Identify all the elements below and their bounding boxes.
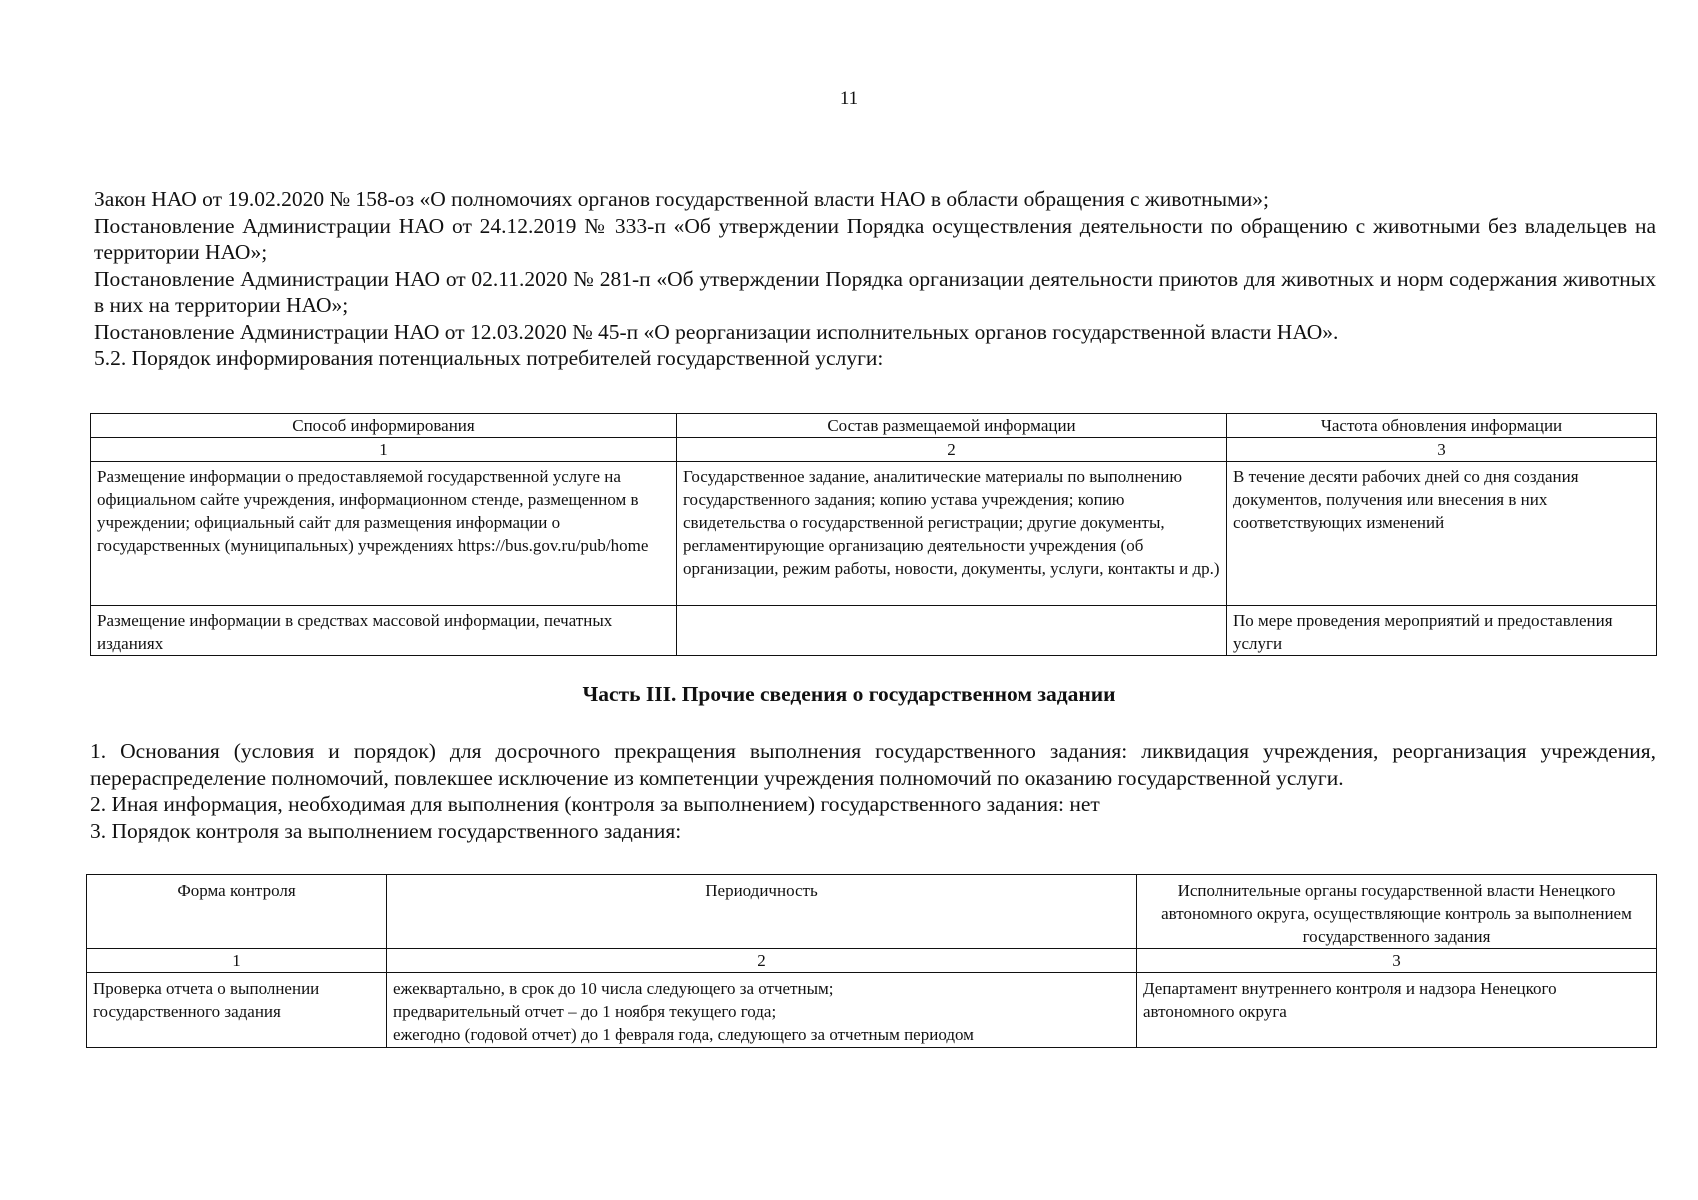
informing-table [90, 413, 1657, 656]
header-cell: Состав размещаемой информации [677, 414, 1227, 438]
table-cell: По мере проведения мероприятий и предоставления услуги [1227, 606, 1657, 656]
column-number-row [91, 438, 1657, 462]
periodicity-line: ежеквартально, в срок до 10 числа следующего за отчетным; [393, 979, 834, 998]
intro-paragraph: 5.2. Порядок информирования потенциальных потребителей государственной услуги: [94, 346, 884, 370]
table-cell: Размещение информации в средствах массовой информации, печатных изданиях [91, 606, 677, 656]
section-title: Часть III. Прочие сведения о государственном задании [582, 682, 1116, 706]
column-number: 2 [387, 949, 1137, 973]
table-row [91, 606, 1657, 656]
table-cell: Государственное задание, аналитические материалы по выполнению государственного задания; копию устава учреждения; копию свидетельства о государственной регистрации; другие документы, регламентирующие организацию деятельности учреждения (об организации, режим работы, новости, документы, услуги, контакты и др.) [677, 462, 1227, 606]
control-form-cell: Проверка отчета о выполнении государственного задания [87, 973, 387, 1048]
column-number: 2 [677, 438, 1227, 462]
section-paragraph: 1. Основания (условия и порядок) для досрочного прекращения выполнения государственного задания: ликвидация учреждения, реорганизация учреждения, перераспределение полномочий, повлекшее исключение из компетенции учреждения полномочий по оказанию государственной услуги. [90, 739, 1656, 790]
header-cell: Форма контроля [87, 875, 387, 949]
section-paragraph: 3. Порядок контроля за выполнением государственного задания: [90, 818, 682, 843]
intro-legal-references [94, 186, 1656, 372]
section-body [90, 738, 1656, 844]
intro-paragraph: Постановление Администрации НАО от 24.12.2019 № 333-п «Об утверждении Порядка осуществления деятельности по обращению с животными без владельцев на территории НАО»; [94, 213, 1656, 264]
section-paragraph: 2. Иная информация, необходимая для выполнения (контроля за выполнением) государственного задания: нет [90, 792, 1100, 816]
periodicity-line: предварительный отчет – до 1 ноября текущего года; [393, 1002, 777, 1021]
page-number: 11 [839, 88, 859, 109]
column-number: 1 [91, 438, 677, 462]
column-number: 1 [87, 949, 387, 973]
header-cell: Периодичность [387, 875, 1137, 949]
intro-paragraph: Постановление Администрации НАО от 02.11.2020 № 281-п «Об утверждении Порядка организации деятельности приютов для животных и норм содержания животных в них на территории НАО»; [94, 266, 1656, 317]
authority-cell: Департамент внутреннего контроля и надзора Ненецкого автономного округа [1137, 973, 1657, 1048]
intro-paragraph: Постановление Администрации НАО от 12.03.2020 № 45-п «О реорганизации исполнительных органов государственной власти НАО». [94, 319, 1339, 344]
table-row [91, 462, 1657, 606]
table-cell: В течение десяти рабочих дней со дня создания документов, получения или внесения в них соответствующих изменений [1227, 462, 1657, 606]
table-header-row [87, 875, 1657, 949]
periodicity-cell [387, 973, 1137, 1048]
table-cell: Размещение информации о предоставляемой государственной услуге на официальном сайте учреждения, информационном стенде, размещенном в учреждении; официальный сайт для размещения информации о государственных (муниципальных) учреждениях https://bus.gov.ru/pub/home [91, 462, 677, 606]
table-cell [677, 606, 1227, 656]
header-cell: Способ информирования [91, 414, 677, 438]
periodicity-line: ежегодно (годовой отчет) до 1 февраля года, следующего за отчетным периодом [393, 1025, 974, 1044]
column-number: 3 [1227, 438, 1657, 462]
table-header-row [91, 414, 1657, 438]
header-cell: Частота обновления информации [1227, 414, 1657, 438]
control-table [86, 874, 1657, 1048]
column-number-row [87, 949, 1657, 973]
column-number: 3 [1137, 949, 1657, 973]
intro-paragraph: Закон НАО от 19.02.2020 № 158-оз «О полномочиях органов государственной власти НАО в области обращения с животными»; [94, 187, 1269, 211]
header-cell: Исполнительные органы государственной власти Ненецкого автономного округа, осуществляющие контроль за выполнением государственного задания [1137, 875, 1657, 949]
table-row [87, 973, 1657, 1048]
